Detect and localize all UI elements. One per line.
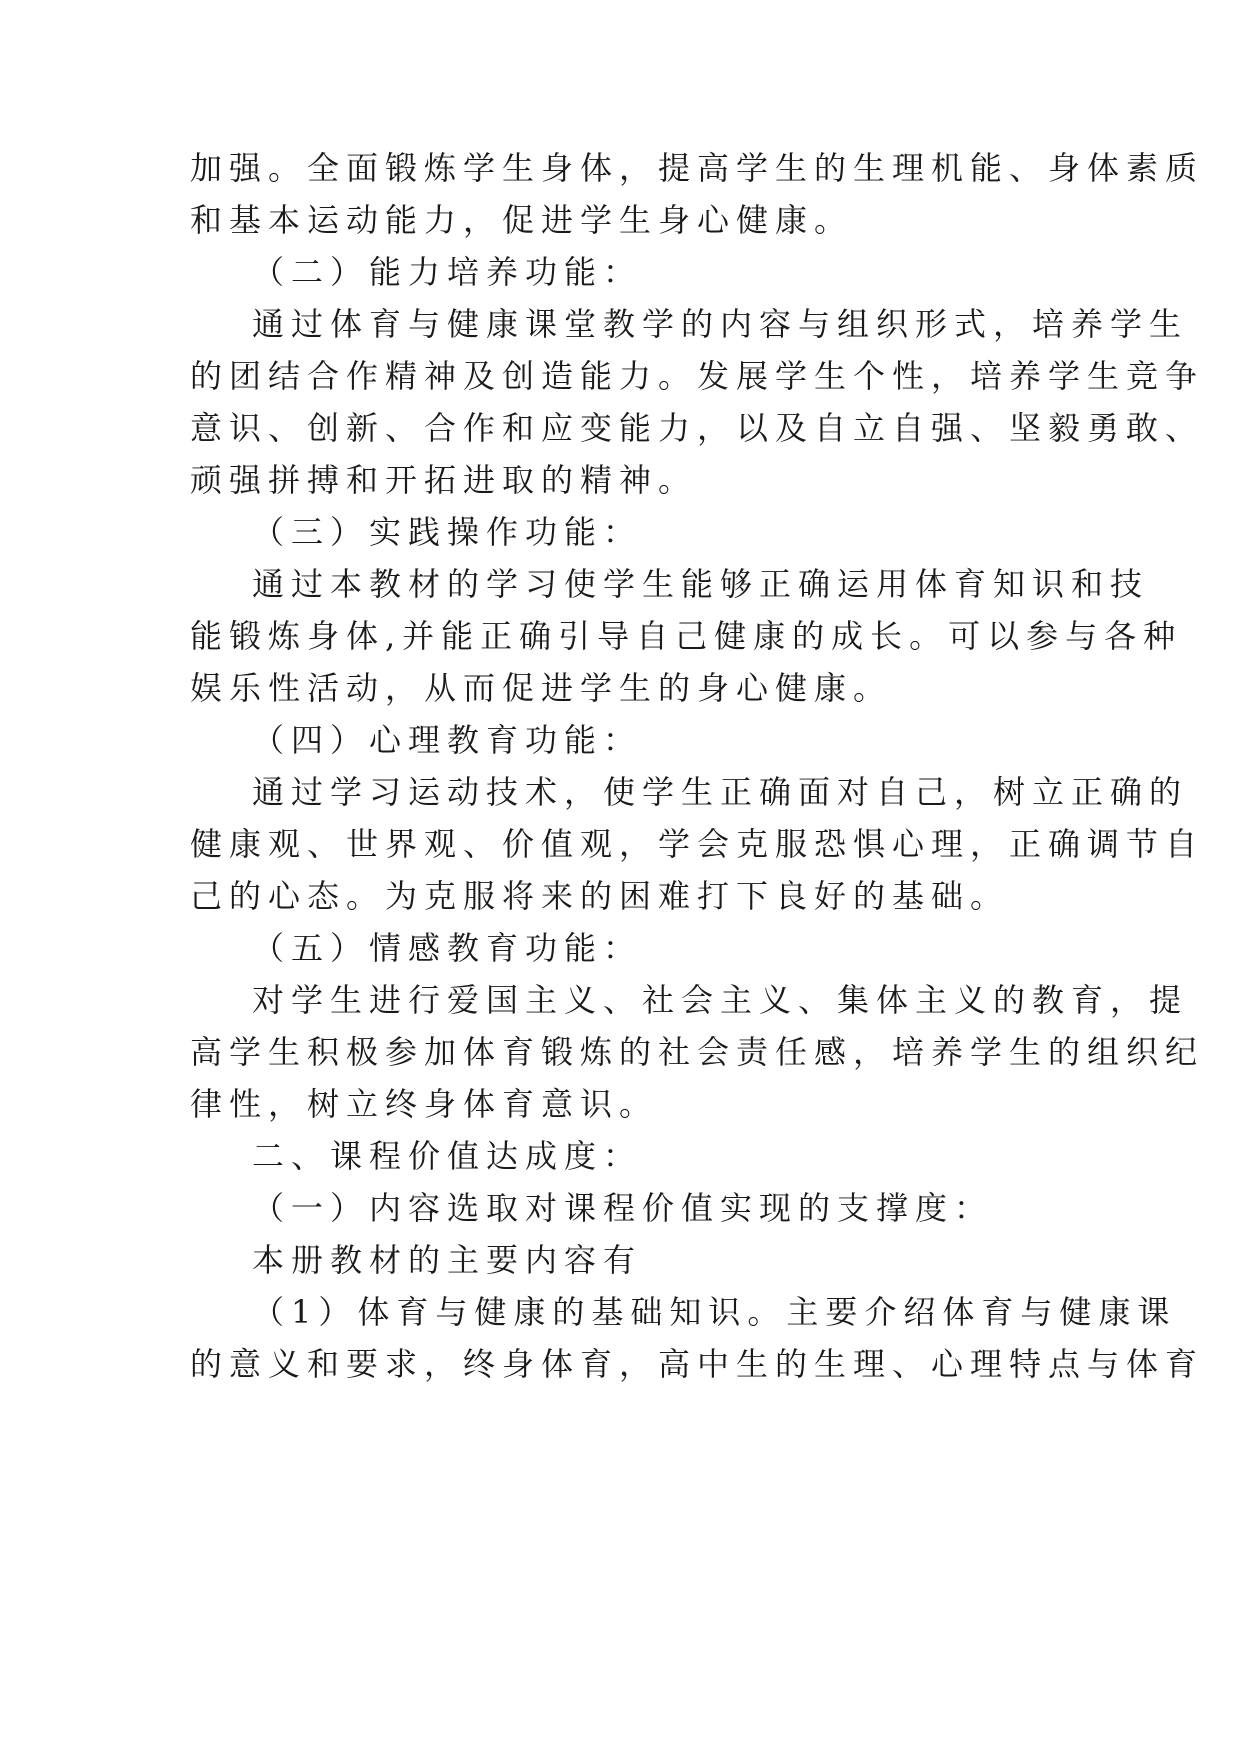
body-text-line: 通过体育与健康课堂教学的内容与组织形式，培养学生 [252, 305, 1189, 343]
body-text-line: 和基本运动能力，促进学生身心健康。 [190, 201, 854, 239]
body-text-line: 意识、创新、合作和应变能力，以及自立自强、坚毅勇敢、 [190, 409, 1205, 447]
body-text-line: 己的心态。为克服将来的困难打下良好的基础。 [190, 877, 1010, 915]
body-text-line: 的意义和要求，终身体育，高中生的生理、心理特点与体育 [190, 1345, 1205, 1383]
body-text-line: 对学生进行爱国主义、社会主义、集体主义的教育，提 [252, 981, 1189, 1019]
body-text-line: 通过学习运动技术，使学生正确面对自己，树立正确的 [252, 773, 1189, 811]
body-text-line: 的团结合作精神及创造能力。发展学生个性，培养学生竞争 [190, 357, 1205, 395]
section-heading-practice: （三）实践操作功能： [252, 513, 643, 551]
body-text-line: 律性，树立终身体育意识。 [190, 1085, 659, 1123]
subsection-heading-content-support: （一）内容选取对课程价值实现的支撑度： [252, 1189, 994, 1227]
body-text-line: 本册教材的主要内容有 [252, 1241, 643, 1279]
body-text-line: 娱乐性活动，从而促进学生的身心健康。 [190, 669, 893, 707]
section-heading-emotion: （五）情感教育功能： [252, 929, 643, 967]
body-text-line: 健康观、世界观、价值观，学会克服恐惧心理，正确调节自 [190, 825, 1205, 863]
section-heading-course-value: 二、课程价值达成度： [252, 1137, 643, 1175]
body-text-line: 加强。全面锻炼学生身体，提高学生的生理机能、身体素质 [190, 149, 1205, 187]
body-text-line: 能锻炼身体,并能正确引导自己健康的成长。可以参与各种 [190, 617, 1183, 655]
body-text-line: 通过本教材的学习使学生能够正确运用体育知识和技 [252, 565, 1150, 603]
section-heading-psychology: （四）心理教育功能： [252, 721, 643, 759]
section-heading-ability: （二）能力培养功能： [252, 253, 643, 291]
body-text-line: 高学生积极参加体育锻炼的社会责任感，培养学生的组织纪 [190, 1033, 1205, 1071]
body-text-line: （1）体育与健康的基础知识。主要介绍体育与健康课 [252, 1293, 1177, 1331]
body-text-line: 顽强拼搏和开拓进取的精神。 [190, 461, 698, 499]
